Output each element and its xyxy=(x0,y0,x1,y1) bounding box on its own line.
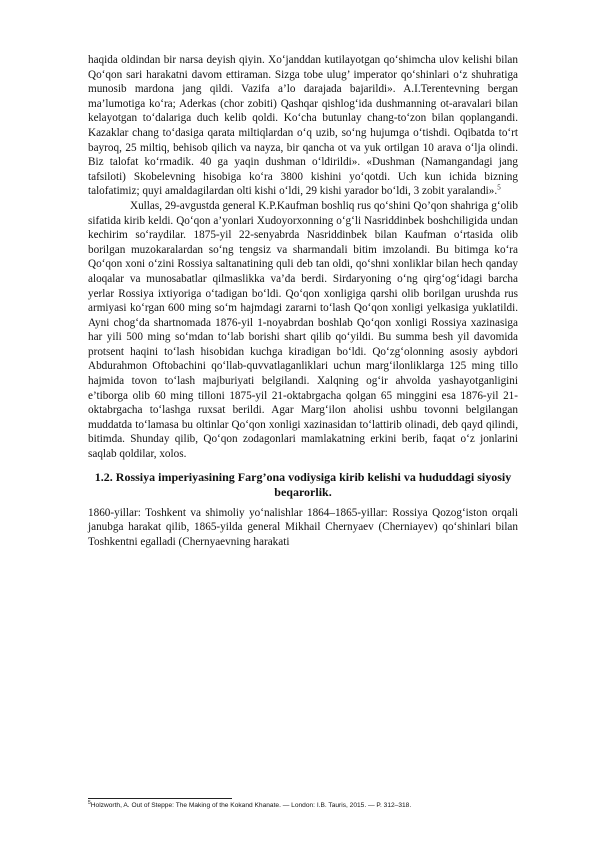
paragraph-text: haqida oldindan bir narsa deyish qiyin. Xo‘janddan kutilayotgan qo‘shimcha ulov kelishi bilan Qo‘qon sari harakatni davom ettiraman. Sizga tobe ulug’ imperator qo‘shinlari o‘z shuhratiga munosib mardona jang qildi. Vazifa a’lo darajada bajarildi». A.I.Terentevning bergan ma’lumotiga ko‘ra; Aderkas (chor zobiti) Qashqar qishlog‘ida dushmanning ot-aravalari bilan kelayotgan to‘dalariga duch kelib qoldi. Ko‘cha butunlay chang-to‘zon bilan qoplangandi. Kazaklar chang to‘dasiga qarata miltiqlardan o‘q uzib, so‘ng hujumga o‘tishdi. Oqibatda to‘rt bayroq, 25 miltiq, behisob qilich va nayza, bir qancha ot va yuk ortilgan 10 arava o‘lja olindi. Biz talofat ko‘rmadik. 40 ga yaqin dushman o‘ldirildi». «Dushman (Namangandagi jang tafsiloti) Skobelevning hisobiga ko‘ra 3800 kishini yo‘qotdi. Uch kun ichida bizning talofatimiz; quyi amaldagilardan olti kishi o‘ldi, 29 kishi yarador bo‘ldi, 3 zobit yaralandi». xyxy=(88,54,518,198)
page-body xyxy=(88,53,518,549)
body-paragraph-1 xyxy=(88,53,518,199)
footnote-reference[interactable]: 5 xyxy=(497,183,501,192)
footnote-text: Holzworth, A. Out of Steppe: The Making of the Kokand Khanate. — London: I.B. Tauris, 2015. — P. 312–318. xyxy=(90,802,412,809)
body-paragraph-2: Xullas, 29-avgustda general K.P.Kaufman boshliq rus qo‘shini Qo’qon shahriga g‘olib sifatida kirib keldi. Qo‘qon a’yonlari Xudoyorxonning o‘g‘li Nasriddinbek boshchiligida undan kechirim so‘raydilar. 1875-yil 22-senyabrda Nasriddinbek bilan Kaufman o‘rtasida olib borilgan muzokaralardan so‘ng tengsiz va sharmandali bitim imzolandi. Bu bitimga ko‘ra Qo‘qon xoni o‘zini Rossiya saltanatining quli deb tan oldi, qo‘shni xonliklar bilan hech qanday aloqalar va munosabatlar qilmaslikka va’da berdi. Sirdaryoning o‘ng qirg‘og‘idagi barcha yerlar Rossiya ixtiyoriga o‘tadigan bo‘ldi. Qo‘qon xonligiga qarshi olib borilgan urushda rus armiyasi ko‘rgan 600 ming so‘m hajmdagi zararni to‘lash Qo‘qon xonligi yelkasiga yuklatildi. Ayni chog‘da shartnomada 1876-yil 1-noyabrdan boshlab Qo‘qon xonligi Rossiya xazinasiga har yili 500 ming so‘mdan to‘lab borishi shart qilib qo‘yildi. Bu summa besh yil davomida protsent haqini to‘lash hisobidan kuchga kiradigan bo‘ldi. Qo‘zg‘olonning asosiy aybdori Abdurahmon Oftobachini qo‘llab-quvvatlaganliklari uchun marg‘ilonliklarga 125 ming tillo hajmida tovon to‘lash majburiyati belgilandi. Xalqning og‘ir ahvolda yashayotganligini e’tiborga olib 60 ming tilloni 1875-yil 21-oktabrgacha qolgan 65 minggini esa 1876-yil 21-oktabrgacha to‘lashga ruxsat berildi. Agar Marg‘ilon aholisi ushbu tovonni belgilangan muddatda to‘lamasa bu oltinlar Qo‘qon xonligi xazinasidan to‘lattirib olinadi, deb qayd qilindi, bitimda. Shunday qilib, Qo‘qon zodagonlari mamlakatning erkini berib, faqat o‘z jonlarini saqlab qoldilar, xolos. xyxy=(88,199,518,461)
footnote-mark: 5 xyxy=(88,799,91,806)
footnote xyxy=(88,799,518,810)
section-heading: 1.2. Rossiya imperiyasining Farg’ona vodiysiga kirib kelishi va hududdagi siyosiy beqarorlik. xyxy=(94,469,512,499)
body-paragraph-3: 1860-yillar: Toshkent va shimoliy yo‘nalishlar 1864–1865-yillar: Rossiya Qozog‘iston orqali janubga harakat qilib, 1865-yilda general Mikhail Chernyaev (Cherniayev) qo‘shinlari bilan Toshkentni egalladi (Chernyaevning harakati xyxy=(88,506,518,548)
footnote-separator xyxy=(88,798,232,799)
